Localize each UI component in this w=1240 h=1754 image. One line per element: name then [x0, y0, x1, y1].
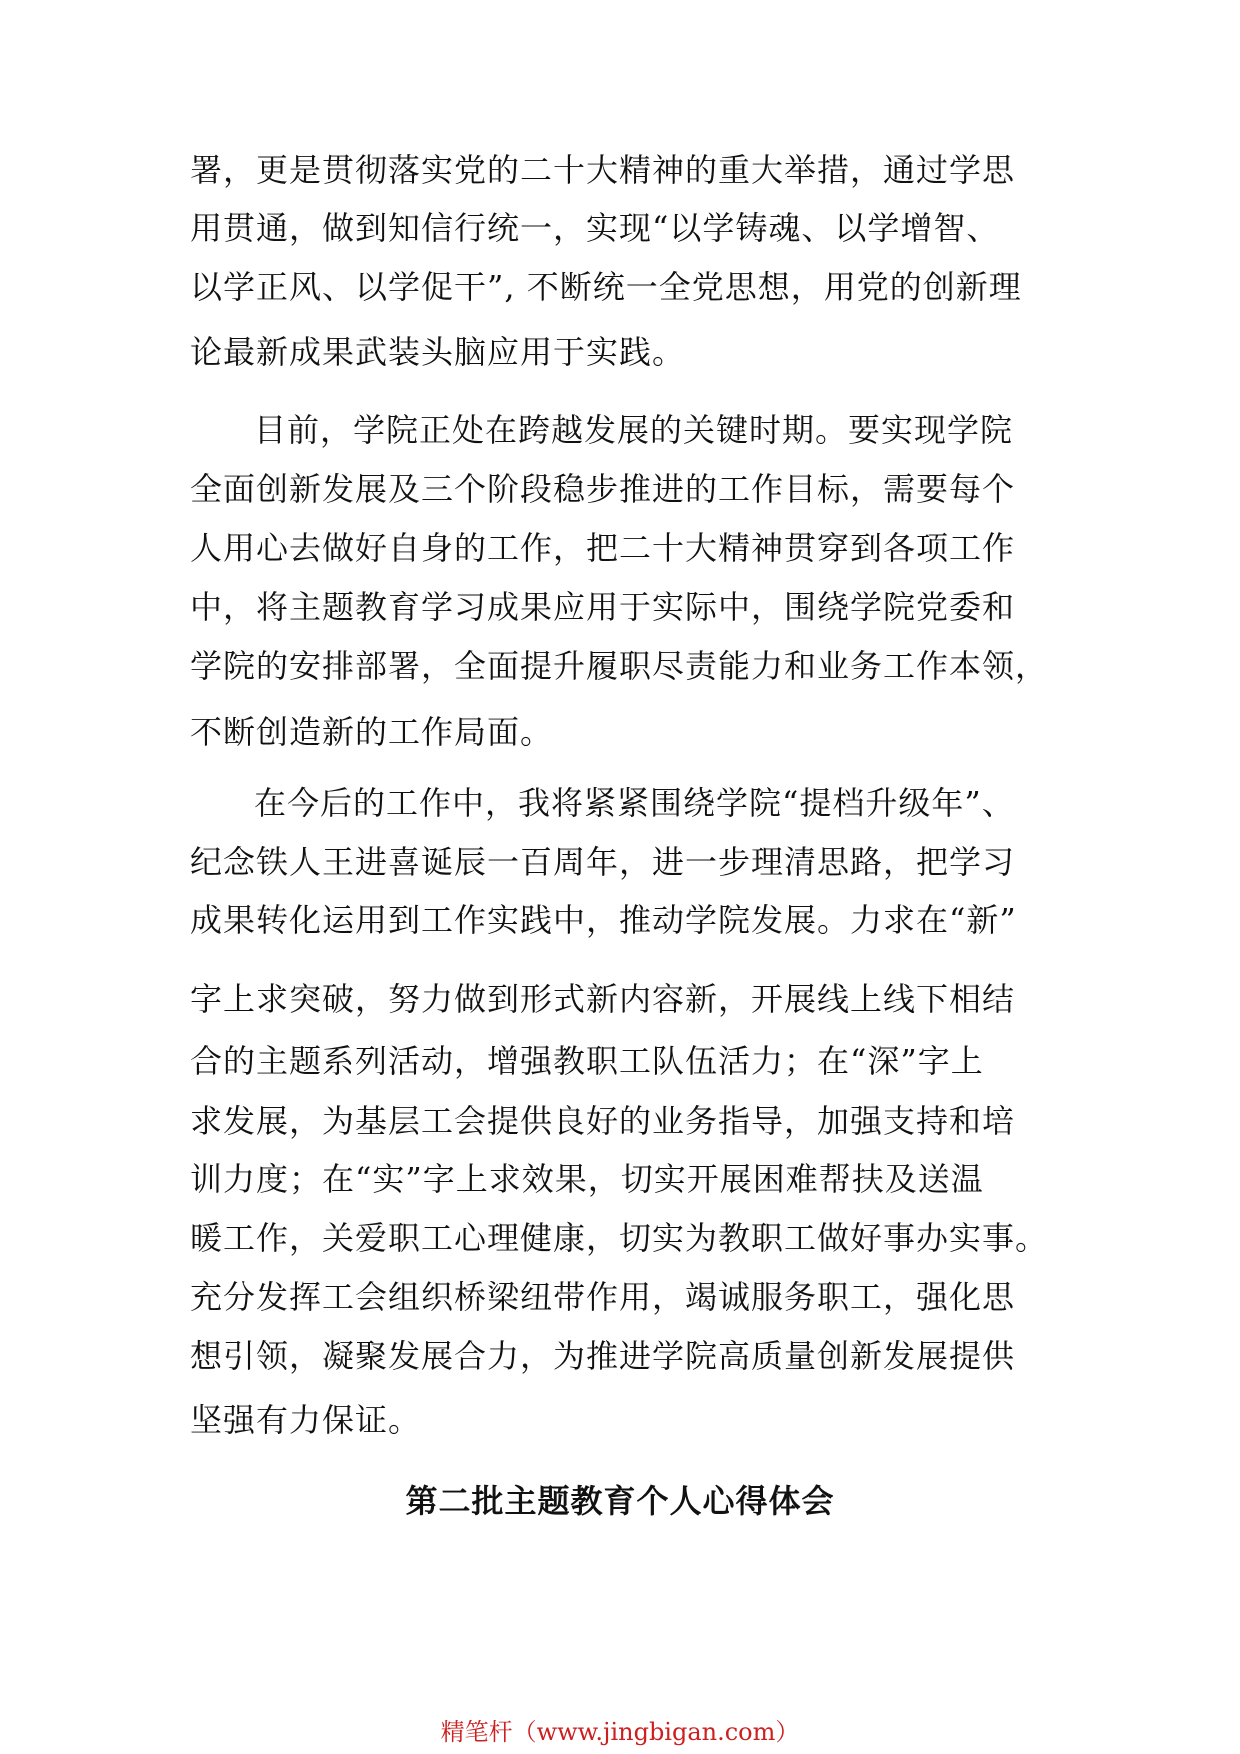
paragraph-3-line-3: 成果转化运用到工作实践中，推动学院发展。力求在“新”: [190, 901, 1017, 939]
paragraph-2-line-1: 目前，学院正处在跨越发展的关键时期。要实现学院: [254, 411, 1014, 449]
paragraph-3-line-10: 想引领，凝聚发展合力，为推进学院高质量创新发展提供: [190, 1337, 1016, 1375]
paragraph-1-line-1: 署，更是贯彻落实党的二十大精神的重大举措，通过学思: [190, 151, 1016, 189]
paragraph-1-line-2: 用贯通，做到知信行统一，实现“以学铸魂、以学增智、: [190, 209, 1000, 247]
paragraph-3-line-2: 纪念铁人王进喜诞辰一百周年，进一步理清思路，把学习: [190, 843, 1016, 881]
section-title: 第二批主题教育个人心得体会: [405, 1482, 835, 1520]
paragraph-3-line-8: 暖工作，关爱职工心理健康，切实为教职工做好事办实事。: [190, 1219, 1049, 1257]
paragraph-3-line-11: 坚强有力保证。: [190, 1401, 422, 1439]
paragraph-2-line-3: 人用心去做好自身的工作，把二十大精神贯穿到各项工作: [190, 529, 1016, 567]
paragraph-3-line-4: 字上求突破，努力做到形式新内容新，开展线上线下相结: [190, 980, 1016, 1018]
paragraph-2-line-5: 学院的安排部署，全面提升履职尽责能力和业务工作本领，: [190, 647, 1049, 685]
paragraph-2-line-6: 不断创造新的工作局面。: [190, 713, 554, 751]
paragraph-3-line-9: 充分发挥工会组织桥梁纽带作用，竭诚服务职工，强化思: [190, 1278, 1016, 1316]
paragraph-2-line-4: 中，将主题教育学习成果应用于实际中，围绕学院党委和: [190, 588, 1016, 626]
footer-watermark: 精笔杆（www.jingbigan.com）: [440, 1718, 800, 1746]
paragraph-3-line-6: 求发展，为基层工会提供良好的业务指导，加强支持和培: [190, 1102, 1016, 1140]
paragraph-1-line-3: 以学正风、以学促干”, 不断统一全党思想，用党的创新理: [190, 268, 1022, 306]
paragraph-3-line-5: 合的主题系列活动，增强教职工队伍活力；在“深”字上: [190, 1042, 984, 1080]
paragraph-3-line-1: 在今后的工作中，我将紧紧围绕学院“提档升级年”、: [254, 784, 1015, 822]
paragraph-3-line-7: 训力度；在“实”字上求效果，切实开展困难帮扶及送温: [190, 1160, 984, 1198]
paragraph-1-line-4: 论最新成果武装头脑应用于实践。: [190, 333, 686, 371]
paragraph-2-line-2: 全面创新发展及三个阶段稳步推进的工作目标，需要每个: [190, 470, 1016, 508]
